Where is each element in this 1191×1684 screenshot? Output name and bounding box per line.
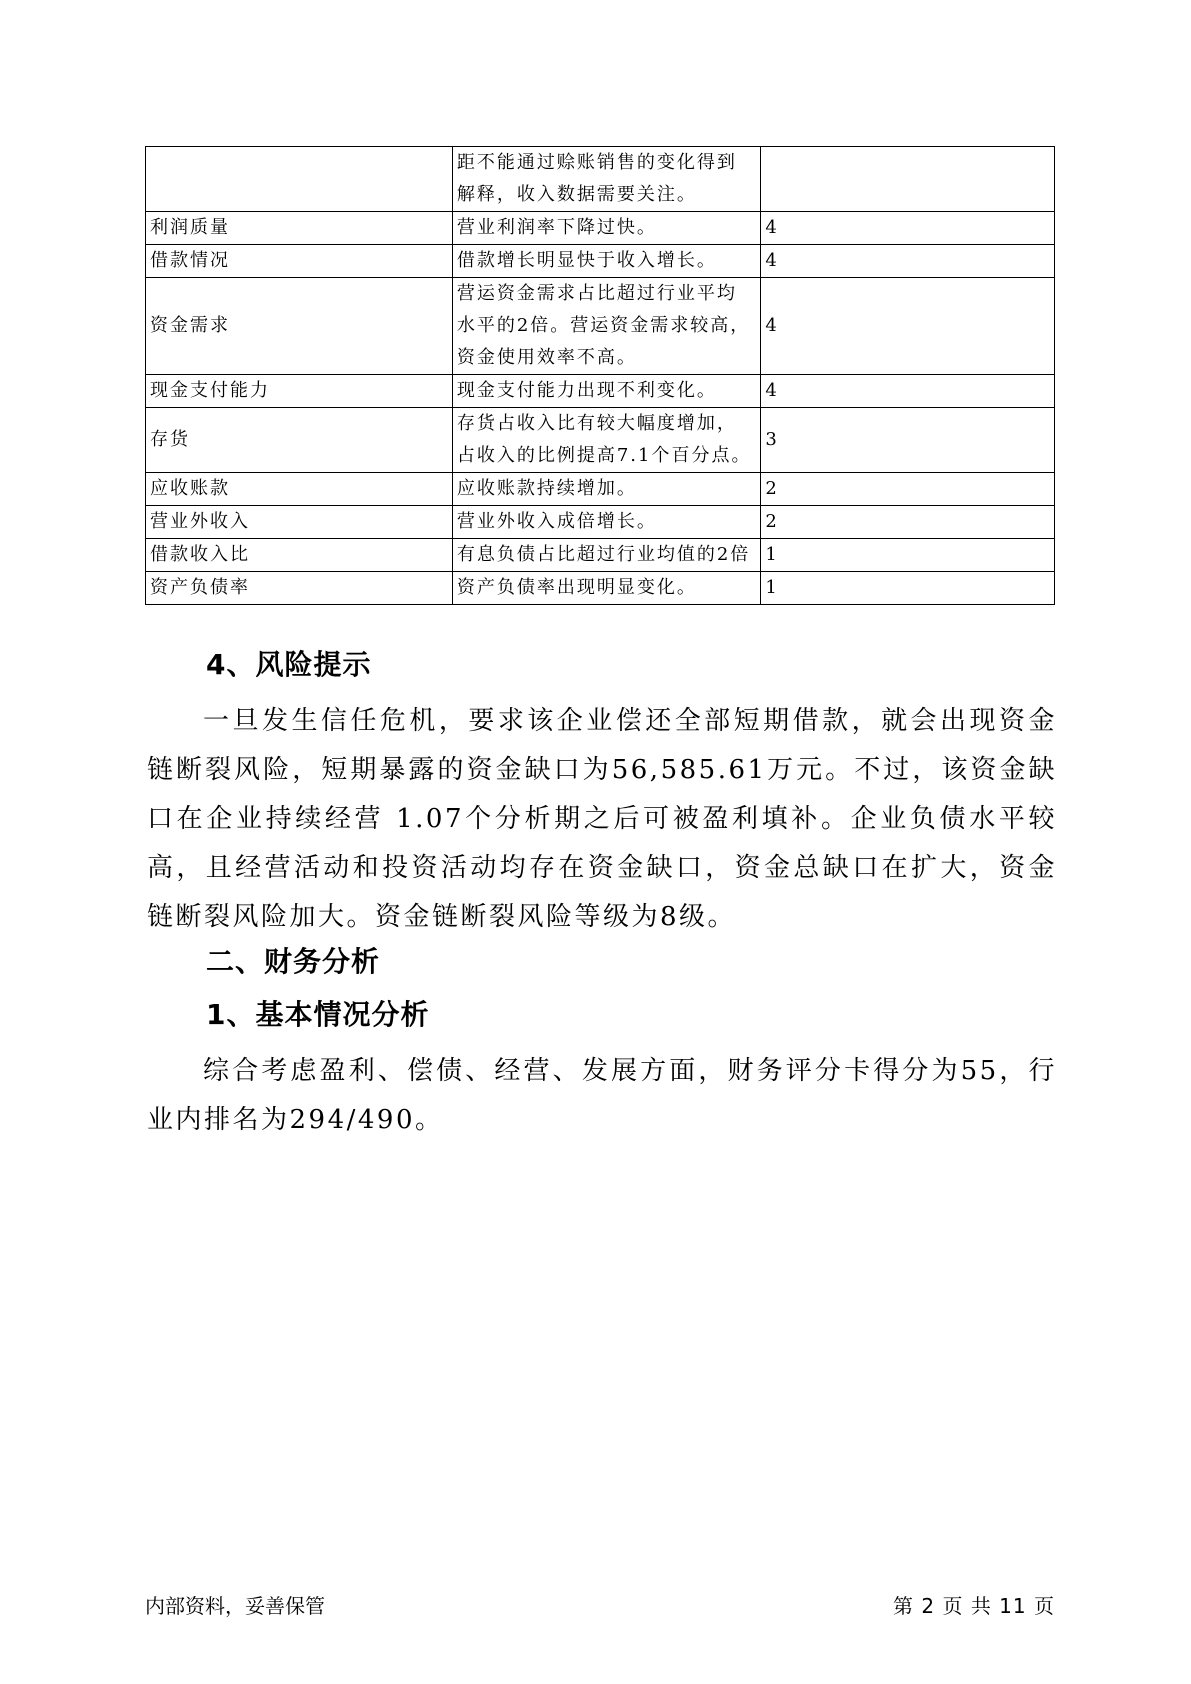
- description-line: 距不能通过赊账销售的变化得到: [456, 152, 737, 173]
- description-line: 存货占收入比有较大幅度增加，: [456, 413, 737, 434]
- indicator-score-cell: 2: [761, 473, 1055, 506]
- description-line: 营运资金需求占比超过行业平均: [456, 283, 737, 304]
- description-line: 现金支付能力出现不利变化。: [456, 380, 717, 401]
- indicator-name-cell: 资金需求: [146, 278, 453, 375]
- indicator-description-cell: [452, 539, 761, 572]
- indicator-name-cell: [146, 147, 453, 212]
- description-line: 营业利润率下降过快。: [456, 217, 657, 238]
- table-row: [146, 245, 1055, 278]
- indicator-description-cell: [452, 147, 761, 212]
- footer-page-number: 第 2 页 共 11 页: [893, 1594, 1055, 1618]
- table-row: [146, 408, 1055, 473]
- basic-analysis-heading: 1、基本情况分析: [206, 998, 430, 1031]
- risk-indicator-table: [145, 146, 1055, 605]
- table-row: [146, 147, 1055, 212]
- indicator-description-cell: [452, 408, 761, 473]
- indicator-score-cell: 1: [761, 572, 1055, 605]
- indicator-description-cell: [452, 375, 761, 408]
- indicator-description-cell: [452, 212, 761, 245]
- indicator-description-cell: [452, 245, 761, 278]
- indicator-name-cell: 借款收入比: [146, 539, 453, 572]
- footer-confidential: 内部资料，妥善保管: [145, 1594, 325, 1618]
- indicator-score-cell: 1: [761, 539, 1055, 572]
- finance-heading: 二、财务分析: [206, 945, 381, 978]
- description-line: 应收账款持续增加。: [456, 478, 637, 499]
- description-line: 借款增长明显快于收入增长。: [456, 250, 717, 271]
- indicator-name-cell: 利润质量: [146, 212, 453, 245]
- indicator-name-cell: 借款情况: [146, 245, 453, 278]
- indicator-name-cell: 营业外收入: [146, 506, 453, 539]
- table-row: [146, 473, 1055, 506]
- indicator-description-cell: [452, 473, 761, 506]
- description-line: 占收入的比例提高7.1个百分点。: [456, 445, 752, 466]
- risk-heading: 4、风险提示: [206, 648, 372, 681]
- indicator-name-cell: 资产负债率: [146, 572, 453, 605]
- description-line: 营业外收入成倍增长。: [456, 511, 657, 532]
- table-row: [146, 539, 1055, 572]
- indicator-description-cell: [452, 278, 761, 375]
- indicator-name-cell: 存货: [146, 408, 453, 473]
- indicator-score-cell: 4: [761, 212, 1055, 245]
- indicator-name-cell: 现金支付能力: [146, 375, 453, 408]
- indicator-score-cell: 3: [761, 408, 1055, 473]
- description-line: 资产负债率出现明显变化。: [456, 577, 697, 598]
- indicator-description-cell: [452, 506, 761, 539]
- table-row: [146, 506, 1055, 539]
- table-row: [146, 572, 1055, 605]
- table-row: [146, 278, 1055, 375]
- indicator-score-cell: 4: [761, 245, 1055, 278]
- basic-analysis-paragraph: 综合考虑盈利、偿债、经营、发展方面，财务评分卡得分为55，行业内排名为294/490。: [147, 1056, 1057, 1135]
- description-line: 水平的2倍。营运资金需求较高，: [456, 315, 751, 336]
- indicator-name-cell: 应收账款: [146, 473, 453, 506]
- indicator-score-cell: 4: [761, 278, 1055, 375]
- table-row: [146, 212, 1055, 245]
- description-line: 解释，收入数据需要关注。: [456, 184, 697, 205]
- indicator-score-cell: 4: [761, 375, 1055, 408]
- indicator-score-cell: 2: [761, 506, 1055, 539]
- risk-paragraph: 一旦发生信任危机，要求该企业偿还全部短期借款，就会出现资金链断裂风险，短期暴露的资金缺口为56,585.61万元。不过，该资金缺口在企业持续经营 1.07个分析期之后可被盈利填补。企业负债水平较高，且经营活动和投资活动均存在资金缺口，资金总缺口在扩大，资金链断裂风险加大。资金链断裂风险等级为8级。: [147, 706, 1057, 932]
- indicator-description-cell: [452, 572, 761, 605]
- risk-table-body: [146, 147, 1055, 605]
- table-row: [146, 375, 1055, 408]
- indicator-score-cell: [761, 147, 1055, 212]
- description-line: 资金使用效率不高。: [456, 347, 637, 368]
- description-line: 有息负债占比超过行业均值的2倍: [456, 544, 751, 565]
